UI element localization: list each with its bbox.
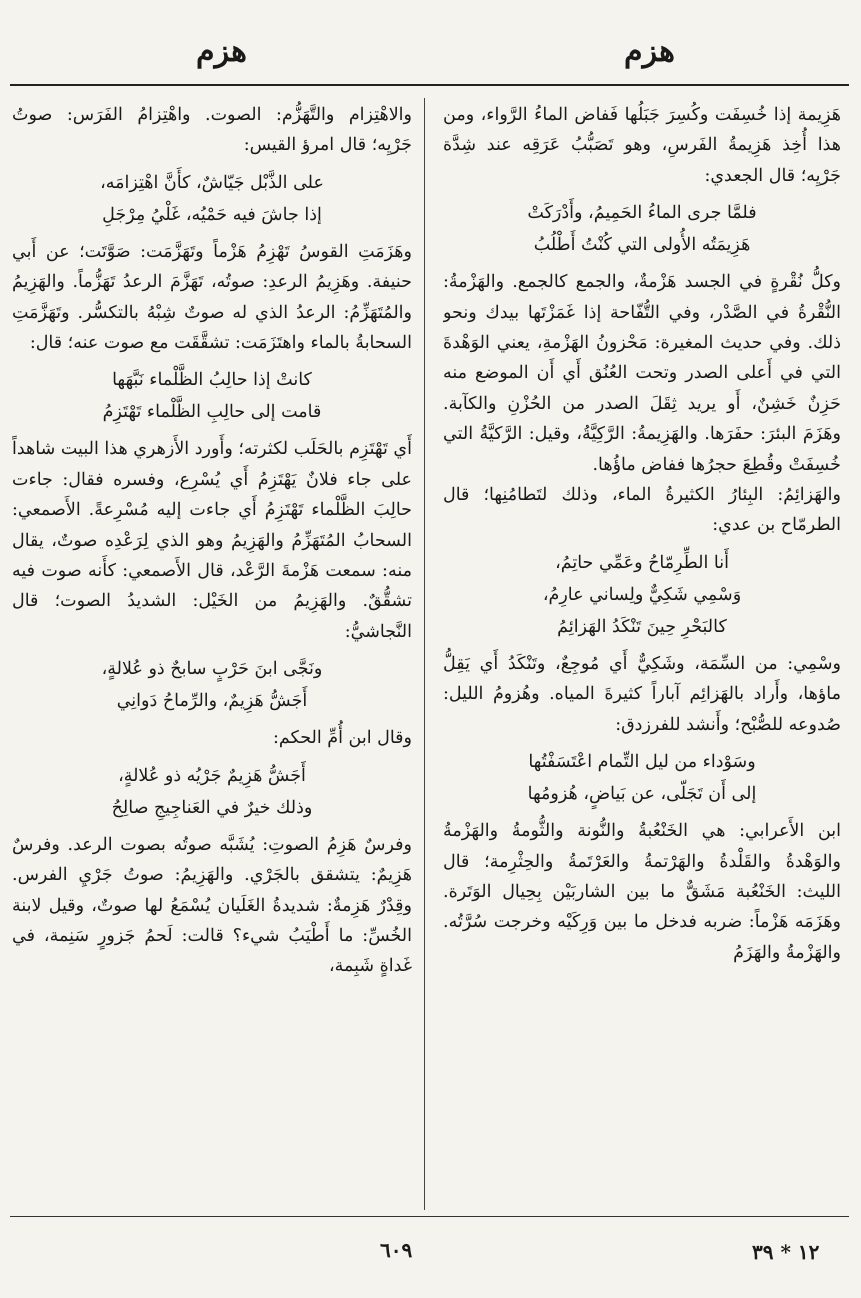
verse-line: أَنا الطِّرِمّاحُ وعَمِّي حاتِمُ، [555,552,729,573]
header-word-left: هزم [196,34,247,69]
verse-line: إذا جاشَ فيه حَمْيُه، غَلْيُ مِرْجَلِ [102,204,322,225]
paragraph: ابن الأَعرابي: هي الخَنْعُبةُ والنُّونة والثُّومةُ والهَزْمةُ والوَهْدةُ والقَلْدةُ والهَرْتمةُ والعَرْتَمةُ والحِثْرِمة؛ قال الليث: الخَنْعُبة مَشَقٌّ ما بين الشاربَيْن بِحِيال الوَتَرة. وهَزَمَه هَزْماً: ضربه فدخل ما بين وَرِكَيْه وخرجت سُرَّتُه. والهَزْمةُ والهَزَمُ [443,821,841,963]
paragraph: والاهْتِزام والتَّهَزُّم: الصوت. واهْتِزامُ الفَرَس: صوتُ جَرْيِه؛ قال امرؤ القيس: [12,105,412,156]
verse-line: قامت إلى حالِبِ الظَّلْماء تَهْتَزِمُ [102,402,322,423]
column-divider [424,98,425,1210]
verse-line: كالبَحْرِ حِينَ تَنْكَدُ الهَزائِمُ [557,616,727,637]
paragraph: هَزِيمة إذا خُسِفَت وكُسِرَ جَبَلُها فَفاض الماءُ الرَّواء، ومن هذا أُخِذ هَزِيمةُ الفَرسِ، وهو تَصَبُّبُ عَرَقِه عند شِدَّة جَرْيِه؛ قال الجعدي: [443,105,841,186]
verse-line: كانتْ إذا حالِبُ الظَّلْماء نَبَّهَها [112,370,312,391]
verse-block [12,653,412,717]
verse-line: وسَوْداء من ليل التِّمام اعْتَسَفْتُها [528,752,756,773]
paragraph: أَي تَهْتَزِم بالحَلَب لكثرته؛ وأَورد الأَزهري هذا البيت شاهداً على جاء فلانٌ يَهْتَزِمُ أَي يُسْرِع، وفسره فقال: جاءت حالِبَ الظَّلْماء تَهْتَزِمُ أَي جاءت إليه مُسْرِعةً. الأَصمعي: السحابُ المُتَهَزِّمُ والهَزِيمُ وهو الذي لِرَعْدِه صوتٌ، يقال منه: سمعت هَزْمةَ الرَّعْد، قال الأَصمعي: كأَنه صوت فيه تشقُّقٌ. والهَزِيمُ من الخَيْل: الشديدُ الصوت؛ قال النَّجاشيُّ: [12,439,412,642]
paragraph: وهَزَمَتِ القوسُ تَهْزِمُ هَزْماً وتَهَزَّمَت: صَوَّتَت؛ عن أَبي حنيفة. وهَزِيمُ الرعدِ: صوتُه، تَهَزَّمَ الرعدُ تَهَزُّماً. والهَزِيمُ والمُتَهَزِّمُ: الرعدُ الذي له صوتٌ شِبْهُ بالتكسُّر. وتَهَزَّمَتِ السحابةُ بالماء واهتَزَمَت: تشقَّقَت مع صوت عنه؛ قال: [12,241,412,354]
paragraph: وقال ابن أُمِّ الحكم: [272,728,412,749]
right-column [443,100,841,1210]
page-number: ٦٠٩ [380,1238,413,1262]
signature-mark: ١٢ * ٣٩ [752,1240,820,1264]
verse-line: فلمَّا جرى الماءُ الحَمِيمُ، وأَدْرَكَتْ [527,203,757,224]
verse-line: وَسْمِي شَكِيٌّ ولِساني عارِمُ، [542,584,742,605]
verse-block [443,746,841,810]
header-word-right: هزم [624,34,675,69]
verse-line: وذلك خيرٌ في العَناجِيجِ صالِحُ [111,797,313,818]
paragraph: والهَزائِمُ: البِئارُ الكثيرةُ الماء، وذلك لتَطامُنِها؛ قال الطرمّاح بن عدي: [443,485,841,536]
verse-line: هَزِيمَتُه الأُولى التي كُنْتُ أَطْلُبُ [533,235,751,256]
verse-block [443,197,841,261]
paragraph: وكلُّ نُقْرةٍ في الجسد هَزْمةٌ، والجمع كالجمع. والهَزْمةُ: النُّقْرةُ في الصَّدْر، وفي التُّفّاحة إذا غَمَزْتَها بيدك ونحو ذلك. وفي حديث المغيرة: مَحْزونُ الهَزْمةِ، يعني الوَهْدةَ التي في أَعلى الصدر وتحت العُنُق أَي أَن الموضع منه حَزِنٌ خَشِنٌ، أَو يريد ثِقَلَ الصدر من الحُزْنِ والكآبة. وهَزَمَ البئرَ: حفَرَها. والهَزِيمةُ: الرَّكِيَّةُ، وقيل: الرَّكيَّةُ التي خُسِفَتْ وقُطِعَ حجرُها ففاض ماؤُها. [443,272,841,475]
verse-line: أَجَشُّ هَزِيمٌ جَرْيُه ذو عُلالةٍ، [118,765,306,786]
left-column [12,100,412,1210]
verse-block [12,167,412,231]
verse-block [443,547,841,643]
header-rule [10,84,849,86]
paragraph: وسْمِي: من السِّمَة، وشَكِيٌّ أَي مُوجِعٌ، وتَنْكَدُ أَي يَقِلُّ ماؤها، وأَراد بالهَزائِم آباراً كثيرةَ المياه. وهُزومُ الليل: صُدوعه للصُّبْح؛ وأَنشد للفرزدق: [443,653,841,735]
verse-block [12,364,412,428]
paragraph: وفرسٌ هَزِمُ الصوتِ: يُشَبَّه صوتُه بصوت الرعد. وفرسٌ هَزِيمٌ: يتشقق بالجَرْي. والهَزِيمُ: صوتُ جَرْيِ الفرس. وقِدْرٌ هَزِمةٌ: شديدةُ الغَلَيان يُسْمَعُ لها صوتٌ، وقيل لابنة الخُسِّ: ما أَطْيَبُ شيء؟ قالت: لَحمُ جَزورٍ سَنِمة، في غَداةٍ شَبِمة، [12,834,412,977]
verse-line: على الذَّبْل جَيّاشٌ، كأَنَّ اهْتِزامَه، [100,172,324,193]
verse-line: إلى أَن تَجَلّى، عن بَياضٍ، هُزومُها [527,784,757,805]
verse-line: أَجَشُّ هَزِيمٌ، والرِّماحُ دَوانِي [116,691,308,712]
footer-rule [10,1216,849,1217]
verse-block [12,760,412,824]
verse-line: ونَجَّى ابنَ حَرْبٍ سابحٌ ذو عُلالةٍ، [101,659,323,680]
